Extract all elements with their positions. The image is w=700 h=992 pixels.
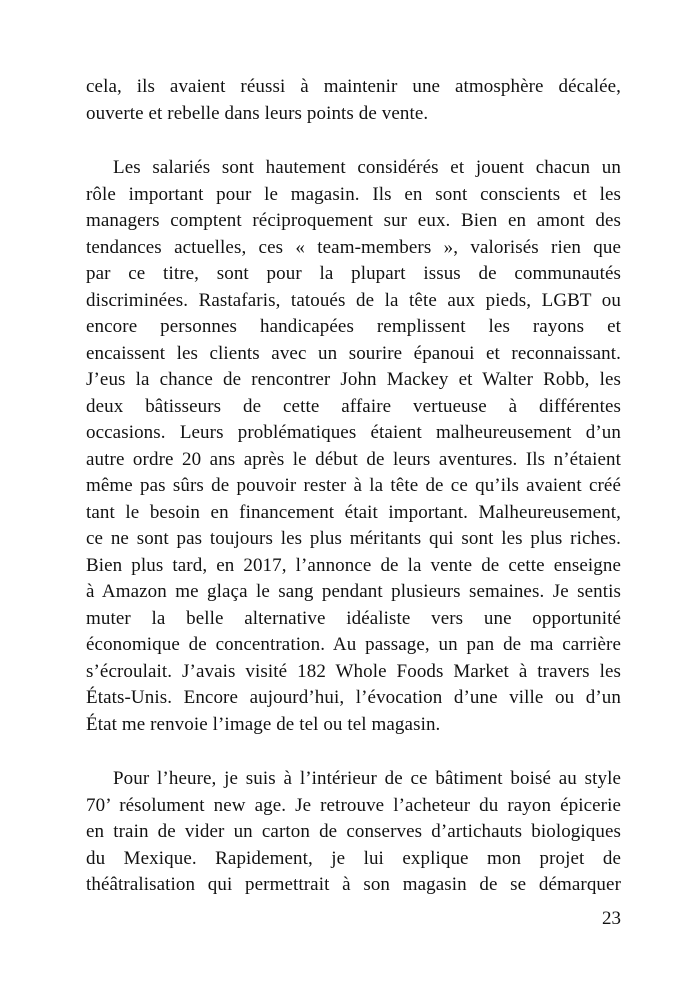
page-text	[86, 74, 621, 899]
text-line: deux bâtisseurs de cette affaire vertueuse à différentes	[86, 395, 621, 417]
text-line: 70’ résolument new age. Je retrouve l’acheteur du rayon épicerie	[86, 794, 621, 816]
text-line: à Amazon me glaça le sang pendant plusieurs semaines. Je sentis	[86, 581, 621, 602]
text-line: discriminées. Rastafaris, tatoués de la tête aux pieds, LGBT ou	[86, 289, 621, 311]
text-line: encaissent les clients avec un sourire épanoui et reconnaissant.	[86, 342, 621, 364]
text-line: en train de vider un carton de conserves d’artichauts biologiques	[86, 821, 621, 842]
text-line: du Mexique. Rapidement, je lui explique mon projet de	[86, 847, 621, 869]
text-line: muter la belle alternative idéaliste vers une opportunité	[86, 607, 621, 629]
text-line: s’écroulait. J’avais visité 182 Whole Foods Market à travers les	[86, 660, 621, 682]
paragraph	[86, 74, 621, 127]
text-line: Bien plus tard, en 2017, l’annonce de la vente de cette enseigne	[86, 554, 621, 576]
text-line: autre ordre 20 ans après le début de leurs aventures. Ils n’étaient	[86, 448, 621, 470]
text-line: cela, ils avaient réussi à maintenir une atmosphère décalée,	[86, 76, 621, 97]
text-line: encore personnes handicapées remplissent les rayons et	[86, 316, 621, 337]
text-line: théâtralisation qui permettrait à son magasin de se démarquer	[86, 874, 621, 895]
text-line: tendances actuelles, ces « team-members », valorisés rien que	[86, 236, 621, 258]
paragraph	[86, 155, 621, 738]
text-line: managers comptent réciproquement sur eux. Bien en amont des	[86, 210, 621, 231]
text-line: ouverte et rebelle dans leurs points de vente.	[86, 102, 429, 124]
text-line: J’eus la chance de rencontrer John Mackey et Walter Robb, les	[86, 369, 621, 390]
text-line: Pour l’heure, je suis à l’intérieur de ce bâtiment boisé au style	[113, 768, 621, 789]
text-line: ce ne sont pas toujours les plus méritants qui sont les plus riches.	[86, 528, 621, 549]
text-line: par ce titre, sont pour la plupart issus de communautés	[86, 263, 621, 284]
text-line: rôle important pour le magasin. Ils en sont conscients et les	[86, 183, 621, 205]
text-line: État me renvoie l’image de tel ou tel magasin.	[86, 713, 441, 735]
text-line: Les salariés sont hautement considérés et jouent chacun un	[113, 157, 621, 178]
text-line: occasions. Leurs problématiques étaient malheureusement d’un	[86, 422, 621, 443]
text-line: économique de concentration. Au passage, un pan de ma carrière	[86, 634, 621, 655]
page-number: 23	[602, 908, 621, 929]
text-line: États-Unis. Encore aujourd’hui, l’évocation d’une ville ou d’un	[86, 687, 621, 708]
paragraph	[86, 766, 621, 899]
text-line: même pas sûrs de pouvoir rester à la tête de ce qu’ils avaient créé	[86, 475, 621, 496]
text-line: tant le besoin en financement était important. Malheureusement,	[86, 501, 621, 523]
